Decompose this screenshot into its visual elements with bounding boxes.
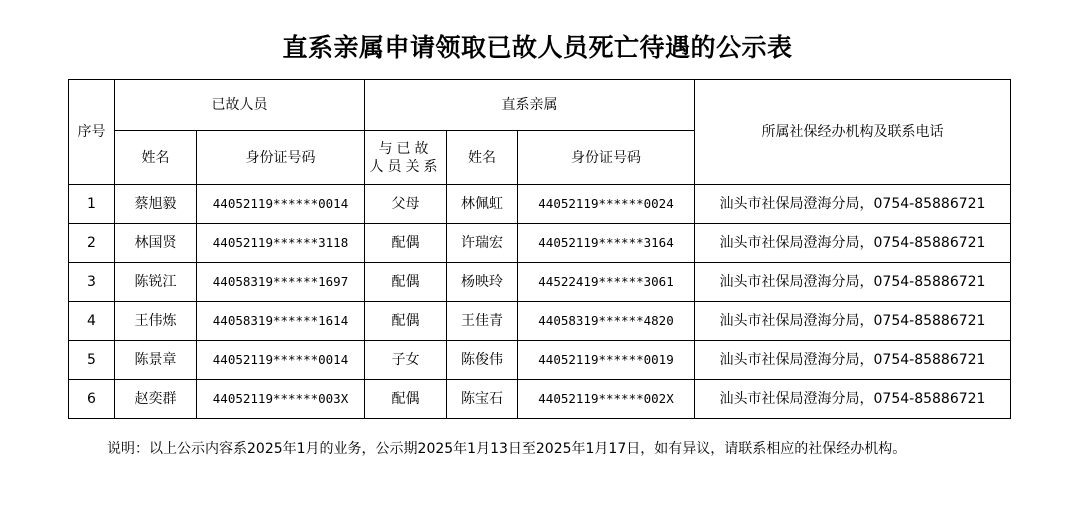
header-relative-group: 直系亲属 <box>365 80 695 131</box>
cell-seq: 5 <box>69 341 115 380</box>
header-deceased-name: 姓名 <box>115 131 197 185</box>
cell-deceased-name: 陈景章 <box>115 341 197 380</box>
table-row <box>69 341 1011 380</box>
cell-relative-name: 许瑞宏 <box>447 224 518 263</box>
cell-seq: 4 <box>69 302 115 341</box>
cell-relation: 配偶 <box>365 302 447 341</box>
cell-deceased-id: 44052119******0014 <box>197 341 365 380</box>
cell-relative-name: 王佳青 <box>447 302 518 341</box>
cell-deceased-id: 44052119******3118 <box>197 224 365 263</box>
cell-relative-name: 陈俊伟 <box>447 341 518 380</box>
notice-table <box>68 79 1011 419</box>
table-row <box>69 263 1011 302</box>
cell-agency: 汕头市社保局澄海分局，0754-85886721 <box>695 380 1011 419</box>
cell-deceased-name: 王伟炼 <box>115 302 197 341</box>
cell-deceased-name: 蔡旭毅 <box>115 185 197 224</box>
cell-agency: 汕头市社保局澄海分局，0754-85886721 <box>695 302 1011 341</box>
footnote: 说明：以上公示内容系2025年1月的业务，公示期2025年1月13日至2025年1月17日，如有异议，请联系相应的社保经办机构。 <box>107 441 907 457</box>
cell-relation: 子女 <box>365 341 447 380</box>
header-relative-name: 姓名 <box>447 131 518 185</box>
cell-relative-id: 44052119******0024 <box>518 185 695 224</box>
header-deceased-group: 已故人员 <box>115 80 365 131</box>
cell-relative-id: 44052119******3164 <box>518 224 695 263</box>
cell-deceased-id: 44052119******0014 <box>197 185 365 224</box>
header-seq: 序号 <box>69 80 115 185</box>
cell-relative-id: 44058319******4820 <box>518 302 695 341</box>
header-agency: 所属社保经办机构及联系电话 <box>695 80 1011 185</box>
cell-deceased-id: 44052119******003X <box>197 380 365 419</box>
table-row <box>69 380 1011 419</box>
cell-relative-id: 44522419******3061 <box>518 263 695 302</box>
cell-deceased-id: 44058319******1697 <box>197 263 365 302</box>
cell-relative-name: 陈宝石 <box>447 380 518 419</box>
cell-deceased-id: 44058319******1614 <box>197 302 365 341</box>
cell-agency: 汕头市社保局澄海分局，0754-85886721 <box>695 341 1011 380</box>
header-relation-line-2: 人员关系 <box>369 158 442 175</box>
table-row <box>69 185 1011 224</box>
cell-deceased-name: 林国贤 <box>115 224 197 263</box>
header-deceased-id: 身份证号码 <box>197 131 365 185</box>
header-relation-line-1: 与已故 <box>378 140 433 157</box>
cell-relative-id: 44052119******002X <box>518 380 695 419</box>
table-body <box>69 80 1011 419</box>
table-row <box>69 224 1011 263</box>
cell-seq: 3 <box>69 263 115 302</box>
cell-agency: 汕头市社保局澄海分局，0754-85886721 <box>695 224 1011 263</box>
cell-relative-id: 44052119******0019 <box>518 341 695 380</box>
cell-agency: 汕头市社保局澄海分局，0754-85886721 <box>695 185 1011 224</box>
page-title: 直系亲属申请领取已故人员死亡待遇的公示表 <box>282 33 793 62</box>
header-row-1 <box>69 80 1011 131</box>
header-relation <box>365 131 447 185</box>
cell-relative-name: 林佩虹 <box>447 185 518 224</box>
cell-deceased-name: 陈锐江 <box>115 263 197 302</box>
cell-relation: 配偶 <box>365 380 447 419</box>
cell-relation: 配偶 <box>365 263 447 302</box>
cell-relation: 配偶 <box>365 224 447 263</box>
cell-relation: 父母 <box>365 185 447 224</box>
cell-deceased-name: 赵奕群 <box>115 380 197 419</box>
cell-seq: 6 <box>69 380 115 419</box>
header-relative-id: 身份证号码 <box>518 131 695 185</box>
table-row <box>69 302 1011 341</box>
cell-seq: 2 <box>69 224 115 263</box>
cell-agency: 汕头市社保局澄海分局，0754-85886721 <box>695 263 1011 302</box>
cell-seq: 1 <box>69 185 115 224</box>
cell-relative-name: 杨映玲 <box>447 263 518 302</box>
